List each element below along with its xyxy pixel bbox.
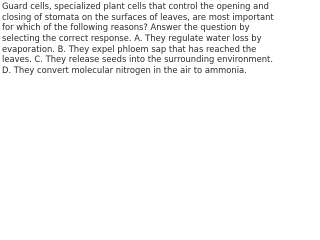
question-line: evaporation. B. They expel phloem sap that has reached the (2, 43, 257, 54)
question-line: for which of the following reasons? Answer the question by (2, 22, 250, 33)
question-line: selecting the correct response. A. They regulate water loss by (2, 33, 262, 44)
question-text (2, 1, 274, 76)
question-line: D. They convert molecular nitrogen in the air to ammonia. (2, 65, 247, 76)
question-line: leaves. C. They release seeds into the surrounding environment. (2, 54, 273, 65)
question-line: Guard cells, specialized plant cells that control the opening and (2, 1, 269, 11)
question-line: closing of stomata on the surfaces of leaves, are most important (2, 11, 274, 22)
